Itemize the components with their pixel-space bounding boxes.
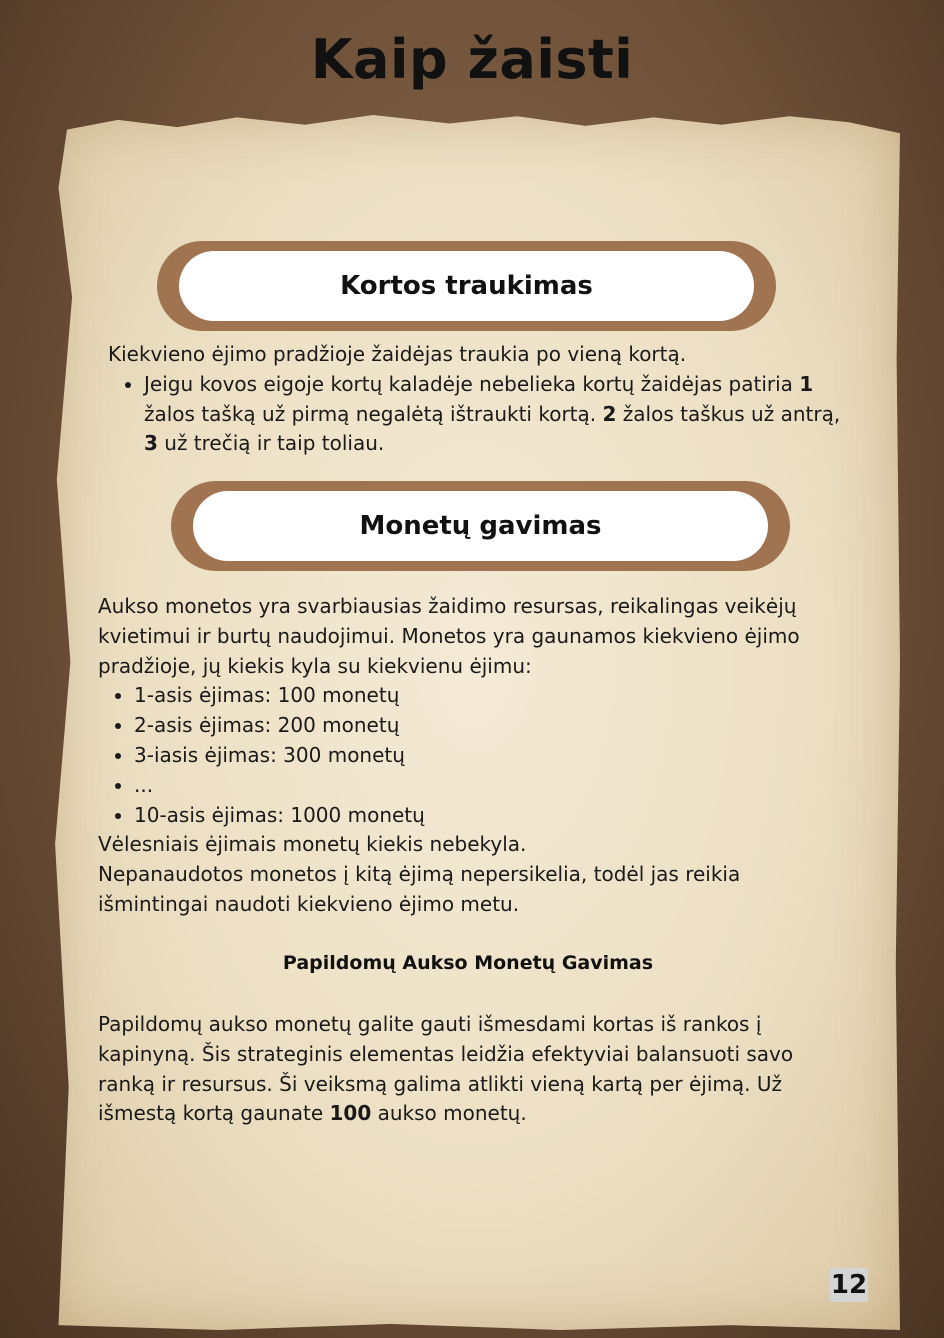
coins-list <box>98 681 838 830</box>
text-run: aukso monetų. <box>371 1101 527 1126</box>
bold-number: 100 <box>329 1101 372 1126</box>
section-heading-inner <box>179 251 754 321</box>
section-heading-card-draw <box>157 241 776 331</box>
page-title: Kaip žaisti <box>310 28 634 91</box>
text-run: Papildomų aukso monetų galite gauti išmesdami kortas iš rankos į kapinyną. Šis strateginis elementas leidžia efektyviai balansuoti savo ranką ir resursus. Ši veiksmą galima atlikti vieną kartą per ėjimą. Už išmestą kortą gaunate <box>98 1012 794 1126</box>
text-run: žalos tašką už pirmą negalėtą ištraukti kortą. <box>144 401 603 426</box>
extra-coins-paragraph <box>98 1010 838 1129</box>
text-run: už trečią ir taip toliau. <box>157 431 385 456</box>
coins-note: Vėlesniais ėjimais monetų kiekis nebekyla. <box>98 832 527 857</box>
extra-coins-section <box>98 1010 838 1129</box>
bold-number: 3 <box>144 431 158 456</box>
list-item: • 1-asis ėjimas: 100 monetų <box>134 681 838 711</box>
bold-number: 2 <box>602 401 617 426</box>
bold-number: 1 <box>799 371 814 396</box>
extra-coins-heading: Papildomų Aukso Monetų Gavimas <box>282 952 654 974</box>
coins-note: Nepanaudotos monetos į kitą ėjimą nepersikelia, todėl jas reikia išmintingai naudoti kiekvieno ėjimo metu. <box>98 862 741 916</box>
list-item: • ... <box>134 771 838 801</box>
text-run: žalos taškus už antrą, <box>616 401 841 426</box>
coins-intro: Aukso monetos yra svarbiausias žaidimo resursas, reikalingas veikėjų kvietimui ir burtų naudojimui. Monetos yra gaunamos kiekvieno ėjimo pradžioje, jų kiekis kyla su kiekvienu ėjimu: <box>98 594 800 678</box>
coins-section <box>98 592 838 920</box>
section-heading-inner <box>193 491 768 561</box>
list-item: • 2-asis ėjimas: 200 monetų <box>134 711 838 741</box>
list-item <box>144 370 848 459</box>
section-heading-label: Kortos traukimas <box>340 271 593 301</box>
section-heading-label: Monetų gavimas <box>359 511 602 541</box>
text-run: Jeigu kovos eigoje kortų kaladėje nebelieka kortų žaidėjas patiria <box>144 371 800 396</box>
list-item: • 10-asis ėjimas: 1000 monetų <box>134 801 838 831</box>
list-item: • 3-iasis ėjimas: 300 monetų <box>134 741 838 771</box>
card-draw-list <box>108 370 848 459</box>
card-draw-intro: Kiekvieno ėjimo pradžioje žaidėjas traukia po vieną kortą. <box>108 342 687 366</box>
page-number: 12 <box>830 1270 868 1300</box>
card-draw-section <box>108 340 848 459</box>
section-heading-coins <box>171 481 790 571</box>
